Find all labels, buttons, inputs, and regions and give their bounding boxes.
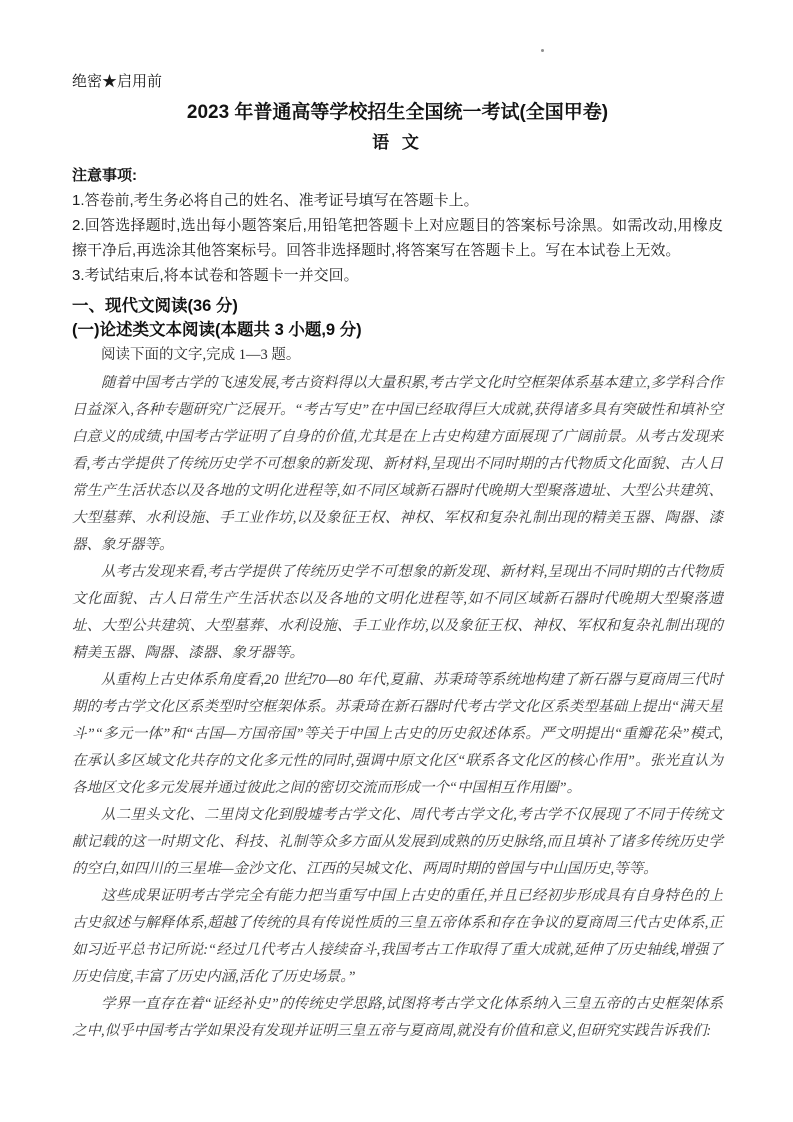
subject-title: 语 文 (372, 133, 423, 152)
passage-paragraph-2: 从考古发现来看,考古学提供了传统历史学不可想象的新发现、新材料,呈现出不同时期的古代物质文化面貌、古人日常生产生活状态以及各地的文明化进程等,如不同区域新石器时代晚期大型聚落遗址、大型公共建筑、大型墓葬、水利设施、手工业作坊,以及象征王权、神权、军权和复杂礼制出现的精美玉器、陶器、漆器、象牙器等。 (72, 564, 723, 661)
passage-paragraph-3: 从重构上古史体系角度看,20 世纪70—80 年代,夏鼐、苏秉琦等系统地构建了新石器与夏商周三代时期的考古学文化区系类型时空框架体系。苏秉琦在新石器时代考古学文化区系类型基础上提出“满天星斗”“多元一体”和“古国—方国帝国”等关于中国上古史的历史叙述体系。严文明提出“重瓣花朵”模式,在承认多区域文化共存的文化多元性的同时,强调中原文化区“联系各文化区的核心作用”。张光直认为各地区文化多元发展并通过彼此之间的密切交流而形成一个“中国相互作用圈”。 (72, 672, 723, 796)
passage-paragraph-5: 这些成果证明考古学完全有能力把当重写中国上古史的重任,并且已经初步形成具有自身特色的上古史叙述与解释体系,超越了传统的具有传说性质的三皇五帝体系和存在争议的夏商周三代古史体系,正如习近平总书记所说:“经过几代考古人接续奋斗,我国考古工作取得了重大成就,延伸了历史轴线,增强了历史信度,丰富了历史内涵,活化了历史场景。” (72, 888, 723, 985)
notice-item-2: 2.回答选择题时,选出每小题答案后,用铅笔把答题卡上对应题目的答案标号涂黑。如需改动,用橡皮擦干净后,再选涂其他答案标号。回答非选择题时,将答案写在答题卡上。写在本试卷上无效。 (72, 217, 723, 259)
notice-heading: 注意事项: (72, 167, 137, 184)
scan-artifact-dot (541, 49, 544, 52)
notice-item-3: 3.考试结束后,将本试卷和答题卡一并交回。 (72, 267, 359, 284)
reading-passage (72, 370, 723, 1045)
page-title: 2023 年普通高等学校招生全国统一考试(全国甲卷) (186, 102, 609, 123)
section-heading-modern-reading: 一、现代文阅读(36 分) (72, 297, 238, 315)
reading-instruction: 阅读下面的文字,完成 1—3 题。 (101, 347, 301, 363)
passage-paragraph-4: 从二里头文化、二里岗文化到殷墟考古学文化、周代考古学文化,考古学不仅展现了不同于传统文献记载的这一时期文化、科技、礼制等众多方面从发展到成熟的历史脉络,而且填补了诸多传统历史学的空白,如四川的三星堆—金沙文化、江西的吴城文化、两周时期的曾国与中山国历史,等等。 (72, 807, 723, 877)
notice-item-1: 1.答卷前,考生务必将自己的姓名、准考证号填写在答题卡上。 (72, 192, 479, 209)
classification-label: 绝密★启用前 (72, 74, 163, 90)
passage-paragraph-6: 学界一直存在着“证经补史”的传统史学思路,试图将考古学文化体系纳入三皇五帝的古史框架体系之中,似乎中国考古学如果没有发现并证明三皇五帝与夏商周,就没有价值和意义,但研究实践告诉我们: (72, 996, 723, 1039)
passage-paragraph-1: 随着中国考古学的飞速发展,考古资料得以大量积累,考古学文化时空框架体系基本建立,多学科合作日益深入,各种专题研究广泛展开。“考古写史”在中国已经取得巨大成就,获得诸多具有突破性和填补空白意义的成绩,中国考古学证明了自身的价值,尤其是在上古史构建方面展现了广阔前景。从考古发现来看,考古学提供了传统历史学不可想象的新发现、新材料,呈现出不同时期的古代物质文化面貌、古人日常生产生活状态以及各地的文明化进程等,如不同区域新石器时代晚期大型聚落遗址、大型公共建筑、大型墓葬、水利设施、手工业作坊,以及象征王权、神权、军权和复杂礼制出现的精美玉器、陶器、漆器、象牙器等。 (72, 375, 723, 553)
subsection-heading-argumentative-reading: (一)论述类文本阅读(本题共 3 小题,9 分) (72, 321, 362, 339)
